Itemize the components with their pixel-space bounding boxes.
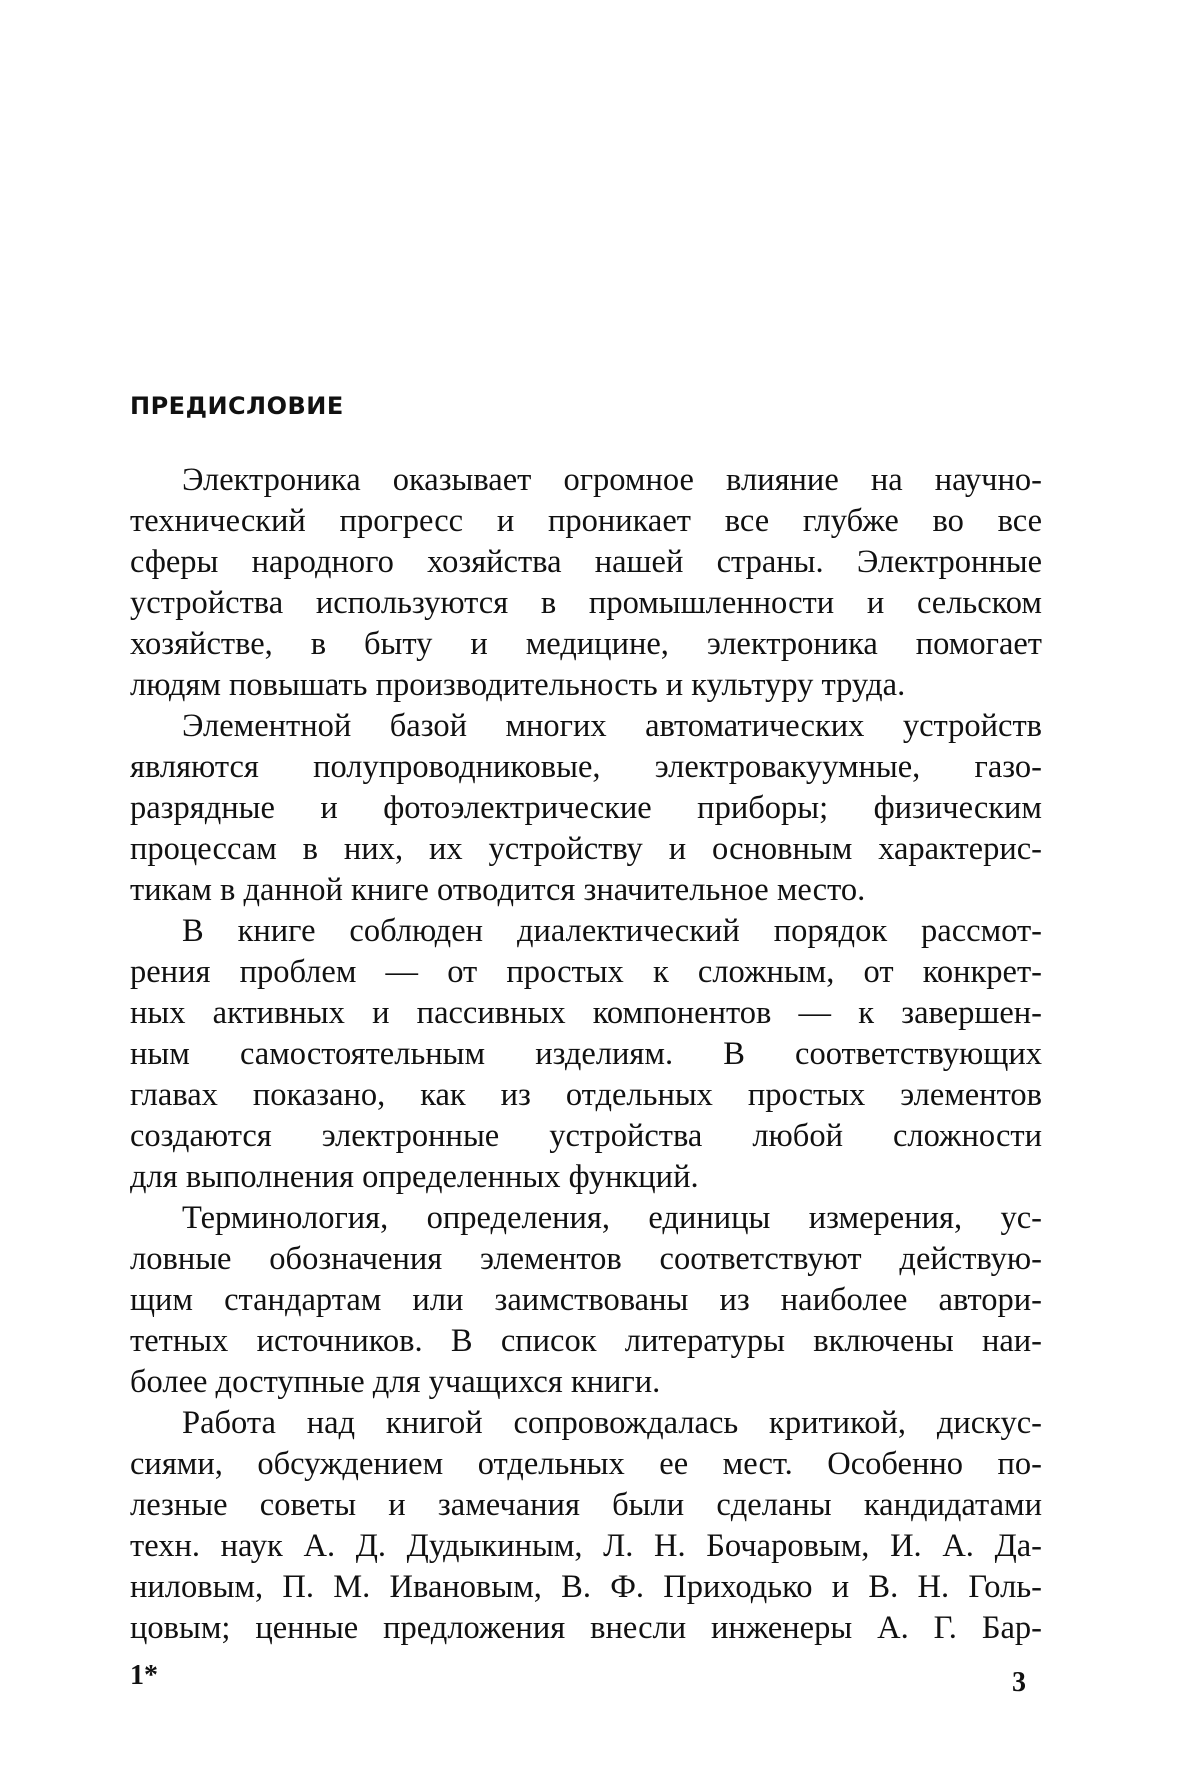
text-line: главах показано, как из отдельных простых элементов	[130, 1077, 1042, 1113]
paragraph	[130, 706, 1042, 911]
text-line: являются полупроводниковые, электровакуумные, газо-	[130, 749, 1042, 785]
text-line: техн. наук А. Д. Дудыкиным, Л. Н. Бочаровым, И. А. Да-	[130, 1528, 1042, 1564]
paragraph	[130, 1403, 1042, 1649]
text-line: процессам в них, их устройству и основным характерис-	[130, 831, 1042, 867]
text-line: ных активных и пассивных компонентов — к завершен-	[130, 995, 1042, 1031]
text-line: ловные обозначения элементов соответствуют действую-	[130, 1241, 1042, 1277]
text-line: технический прогресс и проникает все глубже во все	[130, 503, 1042, 539]
text-line: более доступные для учащихся книги.	[130, 1364, 661, 1400]
text-line: Электроника оказывает огромное влияние на научно-	[182, 462, 1042, 498]
text-line: для выполнения определенных функций.	[130, 1159, 699, 1195]
text-line: Элементной базой многих автоматических устройств	[182, 708, 1042, 744]
text-line: создаются электронные устройства любой сложности	[130, 1118, 1042, 1154]
text-line: ным самостоятельным изделиям. В соответствующих	[130, 1036, 1042, 1072]
text-line: тикам в данной книге отводится значительное место.	[130, 872, 866, 908]
paragraph	[130, 460, 1042, 706]
text-line: хозяйстве, в быту и медицине, электроника помогает	[130, 626, 1042, 662]
paragraph	[130, 1198, 1042, 1403]
text-line: В книге соблюден диалектический порядок рассмот-	[182, 913, 1042, 949]
text-line: лезные советы и замечания были сделаны кандидатами	[130, 1487, 1042, 1523]
preface-body	[130, 460, 1042, 1649]
text-line: разрядные и фотоэлектрические приборы; физическим	[130, 790, 1042, 826]
text-line: сиями, обсуждением отдельных ее мест. Особенно по-	[130, 1446, 1042, 1482]
text-line: людям повышать производительность и культуру труда.	[130, 667, 906, 703]
text-line: цовым; ценные предложения внесли инженеры А. Г. Бар-	[130, 1610, 1042, 1646]
text-line: сферы народного хозяйства нашей страны. Электронные	[130, 544, 1042, 580]
text-line: Работа над книгой сопровождалась критикой, дискус-	[182, 1405, 1042, 1441]
text-line: щим стандартам или заимствованы из наиболее автори-	[130, 1282, 1042, 1318]
text-line: Терминология, определения, единицы измерения, ус-	[182, 1200, 1042, 1236]
text-line: ниловым, П. М. Ивановым, В. Ф. Приходько и В. Н. Голь-	[130, 1569, 1042, 1605]
page-title: ПРЕДИСЛОВИЕ	[130, 392, 344, 420]
paragraph	[130, 911, 1042, 1198]
text-line: рения проблем — от простых к сложным, от конкрет-	[130, 954, 1042, 990]
page-number: 3	[1012, 1667, 1026, 1698]
signature-mark: 1*	[130, 1660, 158, 1691]
text-line: устройства используются в промышленности и сельском	[130, 585, 1042, 621]
text-line: тетных источников. В список литературы включены наи-	[130, 1323, 1042, 1359]
